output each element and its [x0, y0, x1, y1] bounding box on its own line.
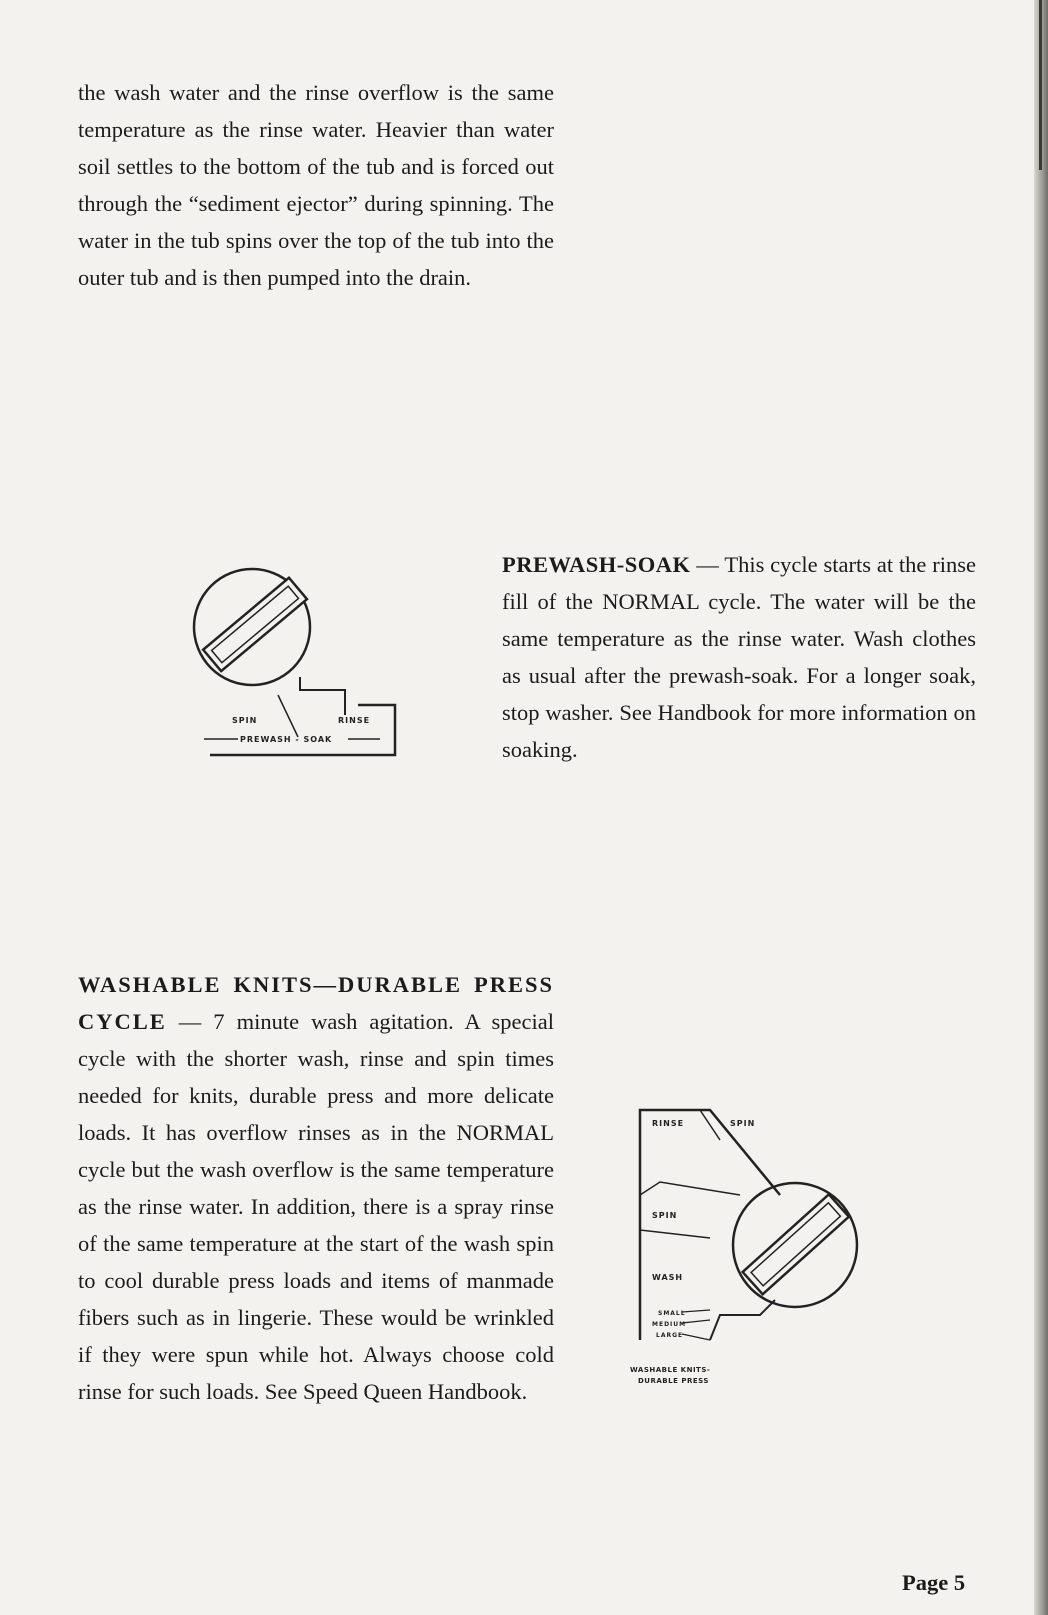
wash-divider — [640, 1230, 710, 1238]
prewash-soak-caption: PREWASH - SOAK — [240, 735, 333, 744]
dial-outline — [640, 1110, 780, 1340]
prewash-soak-text: — This cycle starts at the rinse fill of the NORMAL cycle. The water will be the same temperature as the rinse water. Wash clothes as usual after the prewash-soak. For a longer soak, stop washer. See Handbook for more information on soaking. — [502, 552, 976, 762]
washable-knits-heading: WASHABLE KNITS—DURABLE PRESS CYCLE — [78, 972, 554, 1034]
large-label: LARGE — [656, 1332, 684, 1339]
spin-top-label: SPIN — [730, 1119, 756, 1128]
spin-divider — [640, 1182, 740, 1195]
medium-label: MEDIUM — [652, 1321, 687, 1328]
washable-knits-text: — 7 minute wash agitation. A special cycle with the shorter wash, rinse and spin times needed for knits, durable press and more delicate loads. It has overflow rinses as in the NORMAL cycle but the wash overflow is the same temperature as the rinse water. In addition, there is a spray rinse of the same temperature at the start of the wash spin to cool durable press loads and items of manmade fibers such as in lingerie. These would be wrinkled if they were spun while hot. Always choose cold rinse for such loads. See Speed Queen Handbook. — [78, 1009, 554, 1404]
rinse-label: RINSE — [338, 716, 371, 725]
washable-knits-dial-diagram — [630, 1100, 890, 1400]
prewash-soak-paragraph — [502, 546, 976, 768]
prewash-soak-dial-diagram — [180, 565, 420, 790]
page-spine-shadow — [1034, 0, 1048, 1615]
dial-outline — [210, 705, 395, 755]
large-line — [682, 1334, 710, 1340]
rinse-label: RINSE — [652, 1119, 685, 1128]
small-line — [682, 1310, 710, 1312]
spin-label: SPIN — [652, 1211, 678, 1220]
wash-label: WASH — [652, 1273, 684, 1282]
spin-label: SPIN — [232, 716, 258, 725]
rinse-spin-divider — [700, 1110, 720, 1140]
small-label: SMALL — [658, 1310, 686, 1317]
knits-caption-line-2: DURABLE PRESS — [638, 1377, 709, 1385]
sediment-ejector-paragraph — [78, 74, 554, 296]
knits-caption-line-1: WASHABLE KNITS- — [630, 1366, 711, 1374]
pointer-line — [278, 695, 298, 737]
size-connector — [710, 1300, 775, 1340]
medium-line — [682, 1320, 710, 1323]
washable-knits-paragraph — [78, 966, 554, 1410]
dial-notch-line — [300, 677, 345, 715]
page-number: Page 5 — [902, 1570, 966, 1595]
sediment-ejector-text: the wash water and the rinse overflow is the same temperature as the rinse water. Heavier than water soil settles to the bottom of the tub and is forced out through the “sediment ejector” during spinning. The water in the tub spins over the top of the tub into the outer tub and is then pumped into the drain. — [78, 80, 554, 290]
dial-pointer-bar — [203, 578, 307, 671]
dial-pointer-bar — [743, 1194, 849, 1294]
prewash-soak-heading: PREWASH-SOAK — [502, 552, 691, 577]
